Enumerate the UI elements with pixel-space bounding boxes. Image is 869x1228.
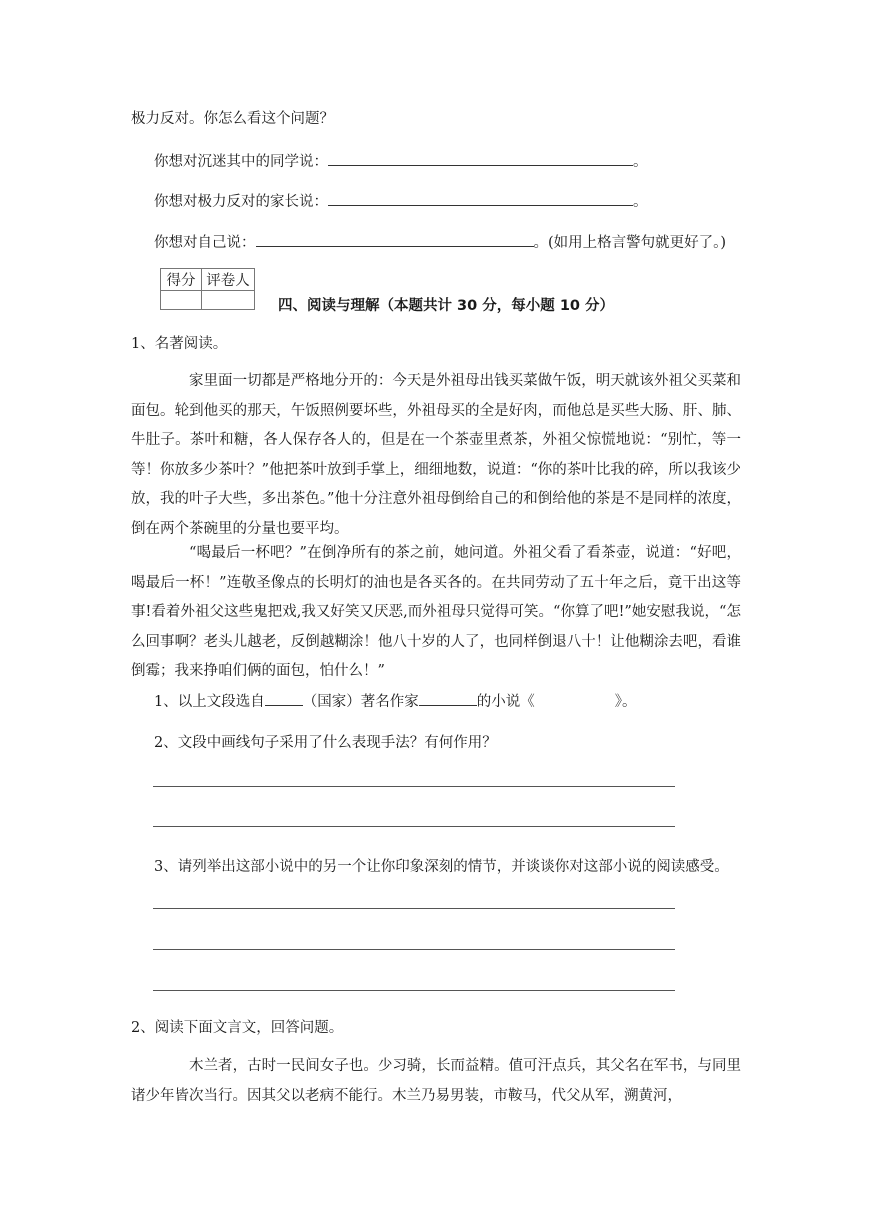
grader-label: 评卷人 [202,269,255,291]
score-table [160,268,255,310]
prompt-self-lead: 你想对自己说： [154,235,256,251]
q2-paragraph-1: 木兰者，古时一民间女子也。少习骑，长而益精。值可汗点兵，其父名在军书，与同里诸少年皆次当行。因其父以老病不能行。木兰乃易男装，市鞍马，代父从军，溯黄河， [131,1058,741,1104]
answer-blank-author[interactable] [419,691,477,706]
answer-blank-self[interactable] [256,232,534,247]
q1-sub2: 2、文段中画线句子采用了什么表现手法？有何作用？ [154,735,497,751]
q2-passage-1 [131,1052,741,1111]
q1-passage-1 [131,367,741,544]
prompt-classmate-tail: 。 [633,154,648,170]
intro-text: 极力反对。你怎么看这个问题？ [131,111,334,127]
prompt-parent-lead: 你想对极力反对的家长说： [154,194,328,210]
answer-line[interactable] [153,990,675,991]
q1-sub3: 3、请列举出这部小说中的另一个让你印象深刻的情节，并谈谈你对这部小说的阅读感受。 [154,859,729,875]
q1-sub1-lead: 1、以上文段选自 [154,694,265,710]
answer-line[interactable] [153,908,675,909]
answer-blank-country[interactable] [265,691,303,706]
q1-sub1-mid: （国家）著名作家 [302,694,419,710]
prompt-classmate-lead: 你想对沉迷其中的同学说： [154,154,328,170]
q1-sub1-tail: 》。 [614,694,637,710]
answer-line[interactable] [153,786,675,787]
q1-title: 1、名著阅读。 [131,336,228,352]
answer-line[interactable] [153,826,675,827]
answer-blank-parent[interactable] [328,191,633,206]
q1-sub1-novel: 的小说《 [476,694,535,710]
q1-passage-2 [131,539,741,687]
prompt-self [154,231,726,252]
q1-paragraph-1: 家里面一切都是严格地分开的：今天是外祖母出钱买菜做午饭，明天就该外祖父买菜和面包。轮到他买的那天，午饭照例要坏些，外祖母买的全是好肉，而他总是买些大肠、肝、肺、牛肚子。茶叶和糖，各人保存各人的，但是在一个茶壶里煮茶，外祖父惊慌地说：“别忙，等一等！你放多少茶叶？”他把茶叶放到手掌上，细细地数，说道：“你的茶叶比我的碎，所以我该少放，我的叶子大些，多出茶色。”他十分注意外祖母倒给自己的和倒给他的茶是不是同样的浓度，倒在两个茶碗里的分量也要平均。 [131,373,741,537]
answer-blank-classmate[interactable] [328,151,633,166]
score-cell[interactable] [161,291,202,310]
prompt-classmate [154,150,648,171]
prompt-parent [154,190,648,211]
section-title: 四、阅读与理解（本题共计 30 分，每小题 10 分） [278,298,615,314]
q1-sub1 [154,690,636,711]
prompt-parent-tail: 。 [633,194,648,210]
q2-title: 2、阅读下面文言文，回答问题。 [131,1020,344,1036]
q1-paragraph-2: “喝最后一杯吧？”在倒净所有的茶之前，她问道。外祖父看了看茶壶，说道：“好吧，喝最后一杯！”连敬圣像点的长明灯的油也是各买各的。在共同劳动了五十年之后，竟干出这等事!看着外祖父这些鬼把戏,我又好笑又厌恶,而外祖母只觉得可笑。“你算了吧!”她安慰我说，“怎么回事啊？老头儿越老，反倒越糊涂！他八十岁的人了，也同样倒退八十！让他糊涂去吧，看谁倒霉；我来挣咱们俩的面包，怕什么！” [131,545,741,679]
grader-cell[interactable] [202,291,255,310]
answer-line[interactable] [153,949,675,950]
score-label: 得分 [161,269,202,291]
prompt-self-tail: 。(如用上格言警句就更好了。) [533,235,727,251]
